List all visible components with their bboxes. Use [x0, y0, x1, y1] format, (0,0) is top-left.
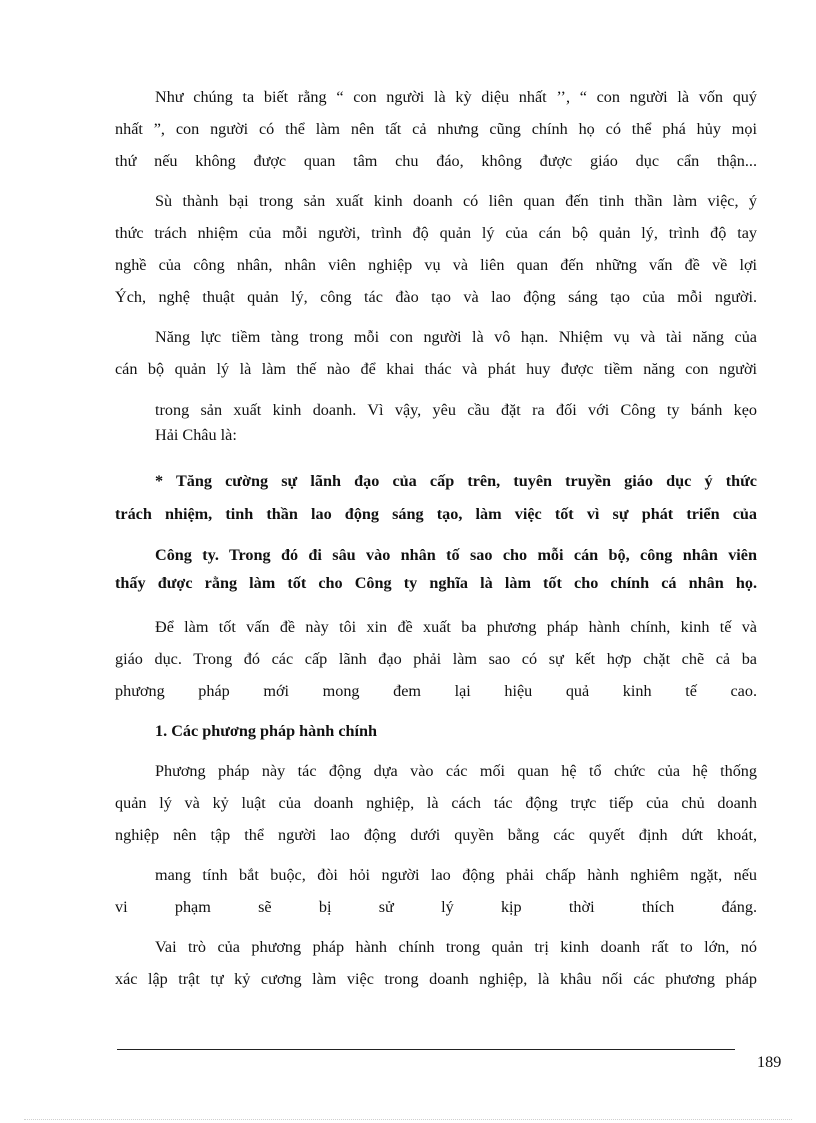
text-line: Phương pháp này tác động dựa vào các mối quan hệ tổ chức của hệ thống: [155, 762, 757, 780]
text-line: thức trách nhiệm của mỗi người, trình độ quản lý của cán bộ quản lý, trình độ tay: [115, 224, 757, 242]
text-line: trong sản xuất kinh doanh. Vì vậy, yêu cầu đặt ra đối với Công ty bánh kẹo: [155, 401, 757, 419]
text-line: nghề của công nhân, nhân viên nghiệp vụ và liên quan đến những vấn đề về lợi: [115, 256, 757, 274]
text-line: vi phạm sẽ bị sử lý kịp thời thích đáng.: [115, 898, 757, 916]
text-line: nhất ”, con người có thể làm nên tất cả nhưng cũng chính họ có thể phá hủy mọi: [115, 120, 757, 138]
text-line: quản lý và kỷ luật của doanh nghiệp, là cách tác động trực tiếp của chủ doanh: [115, 794, 757, 812]
bold-text-line: Công ty. Trong đó đi sâu vào nhân tố sao cho mỗi cán bộ, công nhân viên: [155, 546, 757, 564]
bold-text-line: thấy được rằng làm tốt cho Công ty nghĩa là làm tốt cho chính cá nhân họ.: [115, 574, 757, 592]
text-line: Sù thành bại trong sản xuất kinh doanh có liên quan đến tinh thần làm việc, ý: [155, 192, 757, 210]
text-line: xác lập trật tự kỷ cương làm việc trong doanh nghiệp, là khâu nối các phương pháp: [115, 970, 757, 988]
bold-text-line: trách nhiệm, tinh thần lao động sáng tạo, làm việc tốt vì sự phát triển của: [115, 505, 757, 523]
text-line: cán bộ quản lý là làm thế nào để khai thác và phát huy được tiềm năng con người: [115, 360, 757, 378]
text-line: mang tính bắt buộc, đòi hỏi người lao động phải chấp hành nghiêm ngặt, nếu: [155, 866, 757, 884]
text-line: giáo dục. Trong đó các cấp lãnh đạo phải làm sao có sự kết hợp chặt chẽ cả ba: [115, 650, 757, 668]
text-line: Vai trò của phương pháp hành chính trong quản trị kinh doanh rất to lớn, nó: [155, 938, 757, 956]
text-line: thứ nếu không được quan tâm chu đáo, không được giáo dục cẩn thận...: [115, 152, 757, 170]
page-bottom-edge: [24, 1119, 792, 1120]
page-number: 189: [757, 1053, 782, 1071]
bold-text-line: * Tăng cường sự lãnh đạo của cấp trên, tuyên truyền giáo dục ý thức: [155, 472, 757, 490]
text-line: Hải Châu là:: [155, 426, 237, 444]
text-line: nghiệp nên tập thể người lao động dưới quyền bằng các quyết định dứt khoát,: [115, 826, 757, 844]
section-heading: 1. Các phương pháp hành chính: [155, 722, 378, 740]
text-line: Như chúng ta biết rằng “ con người là kỳ diệu nhất ’’, “ con người là vốn quý: [155, 88, 757, 106]
text-line: Để làm tốt vấn đề này tôi xin đề xuất ba phương pháp hành chính, kinh tế và: [155, 618, 757, 636]
text-line: Ých, nghệ thuật quản lý, công tác đào tạo và lao động sáng tạo của mỗi người.: [115, 288, 757, 306]
text-line: Năng lực tiềm tàng trong mỗi con người là vô hạn. Nhiệm vụ và tài năng của: [155, 328, 757, 346]
text-line: phương pháp mới mong đem lại hiệu quả kinh tế cao.: [115, 682, 757, 700]
footer-rule: [117, 1049, 735, 1050]
